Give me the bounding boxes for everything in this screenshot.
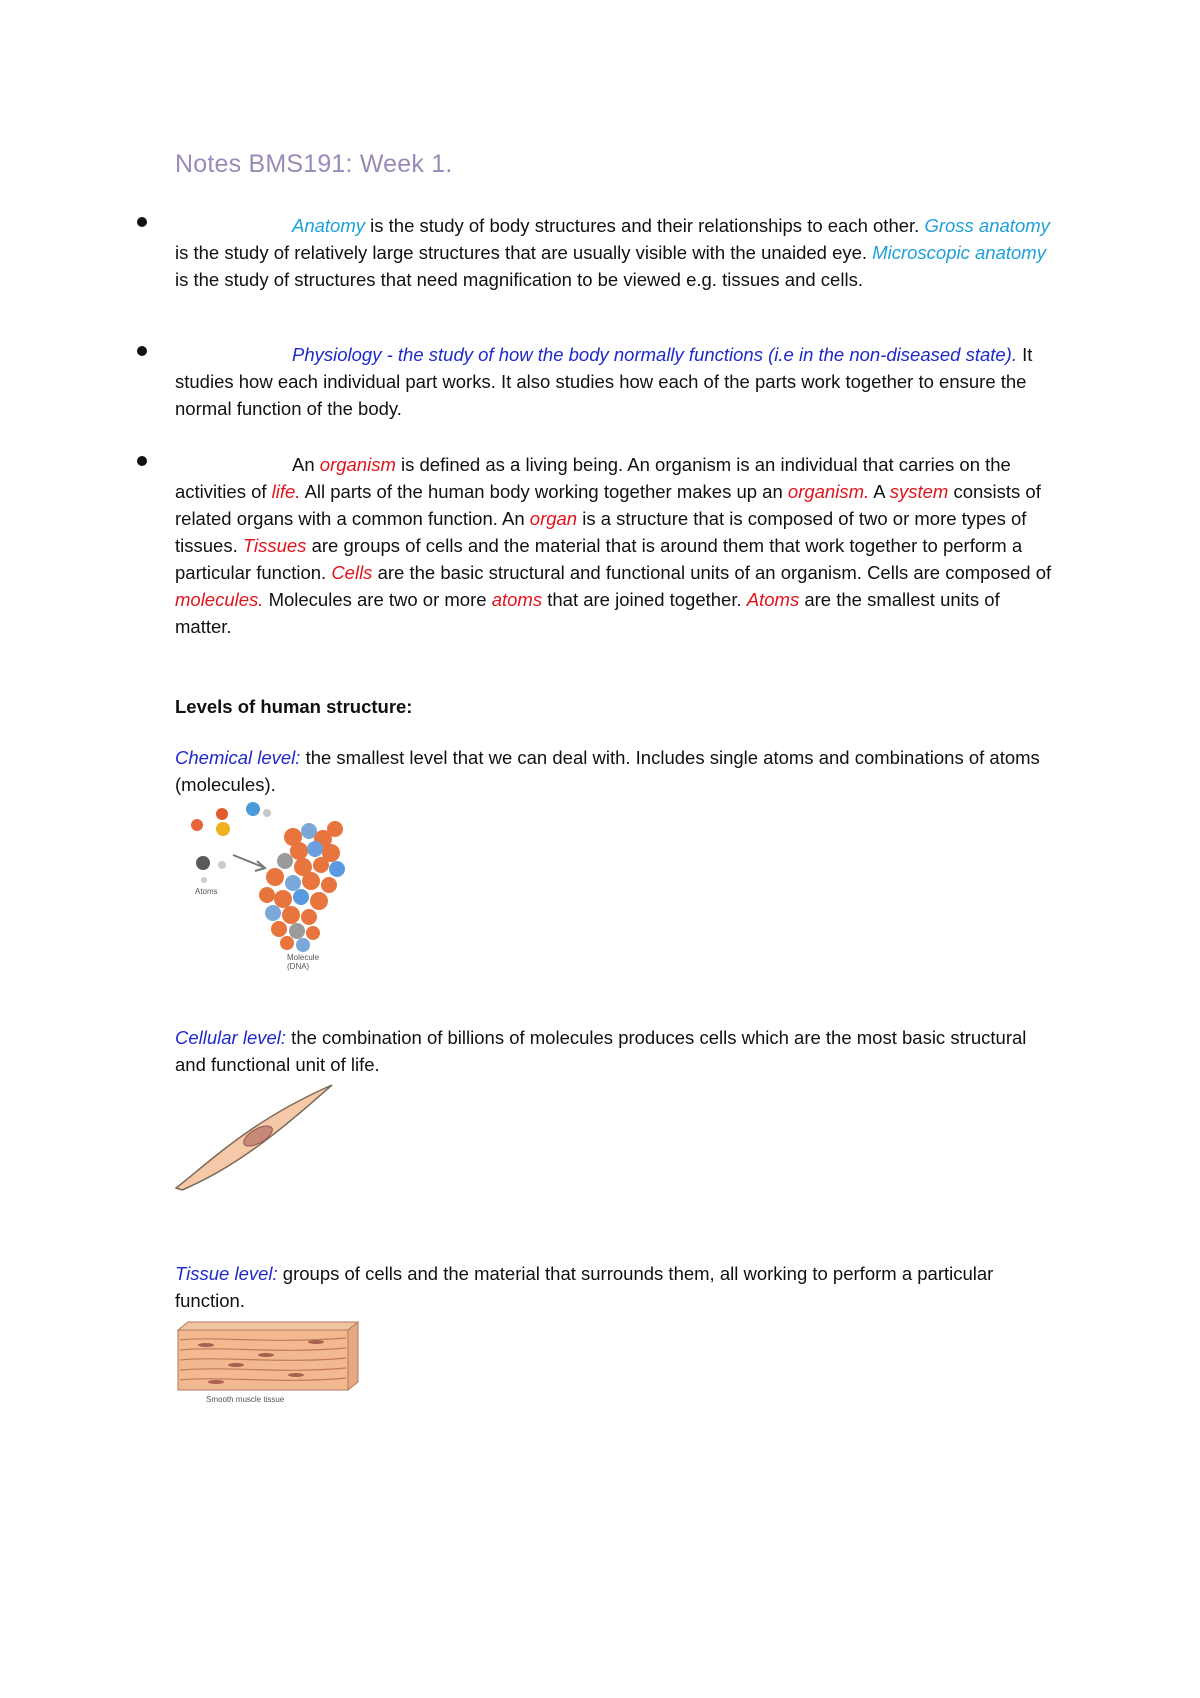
term-organ: organ [529, 508, 578, 529]
term-physiology: Physiology - the study of how the body normally functions (i.e in the non-diseased state). [292, 344, 1017, 365]
svg-text:Atoms: Atoms [195, 887, 218, 896]
term-atoms: atoms [491, 589, 543, 610]
term-organism: organism. [787, 481, 870, 502]
cellular-level-paragraph: Cellular level: the combination of billions of molecules produces cells which are the most basic structural and functional unit of life. [175, 1027, 1027, 1075]
term-cells: Cells [331, 562, 373, 583]
term-anatomy: Anatomy [292, 215, 366, 236]
cellular-level-label: Cellular level: [175, 1027, 287, 1048]
tissue-level-label: Tissue level: [175, 1263, 278, 1284]
atom-icon [216, 808, 228, 820]
muscle-tissue-block-icon [178, 1322, 358, 1390]
chemical-level-paragraph: Chemical level: the smallest level that we can deal with. Includes single atoms and combinations of atoms (molecules). [175, 747, 1040, 795]
term-life: life. [271, 481, 301, 502]
svg-text:(DNA): (DNA) [287, 962, 310, 971]
bullet-marker [137, 346, 147, 356]
arrow-icon [233, 855, 265, 871]
atoms-molecule-figure [175, 795, 370, 975]
tissue-level-paragraph: Tissue level: groups of cells and the material that surrounds them, all working to perform a particular function. [175, 1263, 994, 1311]
bullet-marker [137, 217, 147, 227]
bullet-marker [137, 456, 147, 466]
levels-heading: Levels of human structure: [175, 696, 413, 717]
term-tissues: Tissues [242, 535, 307, 556]
term-microscopic-anatomy: Microscopic anatomy [872, 242, 1046, 263]
dna-molecule-icon [259, 821, 345, 952]
atom-icon [263, 809, 271, 817]
atom-icon [201, 877, 207, 883]
term-molecules: molecules. [175, 589, 264, 610]
atom-icon [191, 819, 203, 831]
atom-icon [196, 856, 210, 870]
term-atoms: Atoms [746, 589, 800, 610]
term-system: system [889, 481, 949, 502]
chemical-level-label: Chemical level: [175, 747, 301, 768]
svg-text:Molecule: Molecule [287, 953, 320, 962]
term-gross-anatomy: Gross anatomy [924, 215, 1050, 236]
atom-icon [246, 802, 260, 816]
atom-icon [216, 822, 230, 836]
anatomy-paragraph: Anatomy is the study of body structures and their relationships to each other. Gross anatomy is the study of relatively large structures that are usually visible with the unaided eye. Microscopic anatomy is the study of structures that need magnification to be viewed e.g. tissues and cells. [175, 215, 1050, 290]
organism-paragraph: An organism is defined as a living being. An organism is an individual that carries on the activities of life. All parts of the human body working together makes up an organism. A system consists of related organs with a common function. An organ is a structure that is composed of two or more types of tissues. Tissues are groups of cells and the material that is around them that work together to perform a particular function. Cells are the basic structural and functional units of an organism. Cells are composed of molecules. Molecules are two or more atoms that are joined together. Atoms are the smallest units of matter. [175, 454, 1052, 637]
svg-text:Smooth muscle tissue: Smooth muscle tissue [206, 1395, 285, 1404]
smooth-muscle-cell-figure [172, 1080, 342, 1195]
term-organism: organism [319, 454, 396, 475]
smooth-muscle-tissue-figure [176, 1320, 361, 1405]
atom-icon [218, 861, 226, 869]
document-title: Notes BMS191: Week 1. [175, 150, 453, 178]
physiology-paragraph: Physiology - the study of how the body normally functions (i.e in the non-diseased state). It studies how each individual part works. It also studies how each of the parts work together to ensure the normal function of the body. [175, 344, 1033, 419]
